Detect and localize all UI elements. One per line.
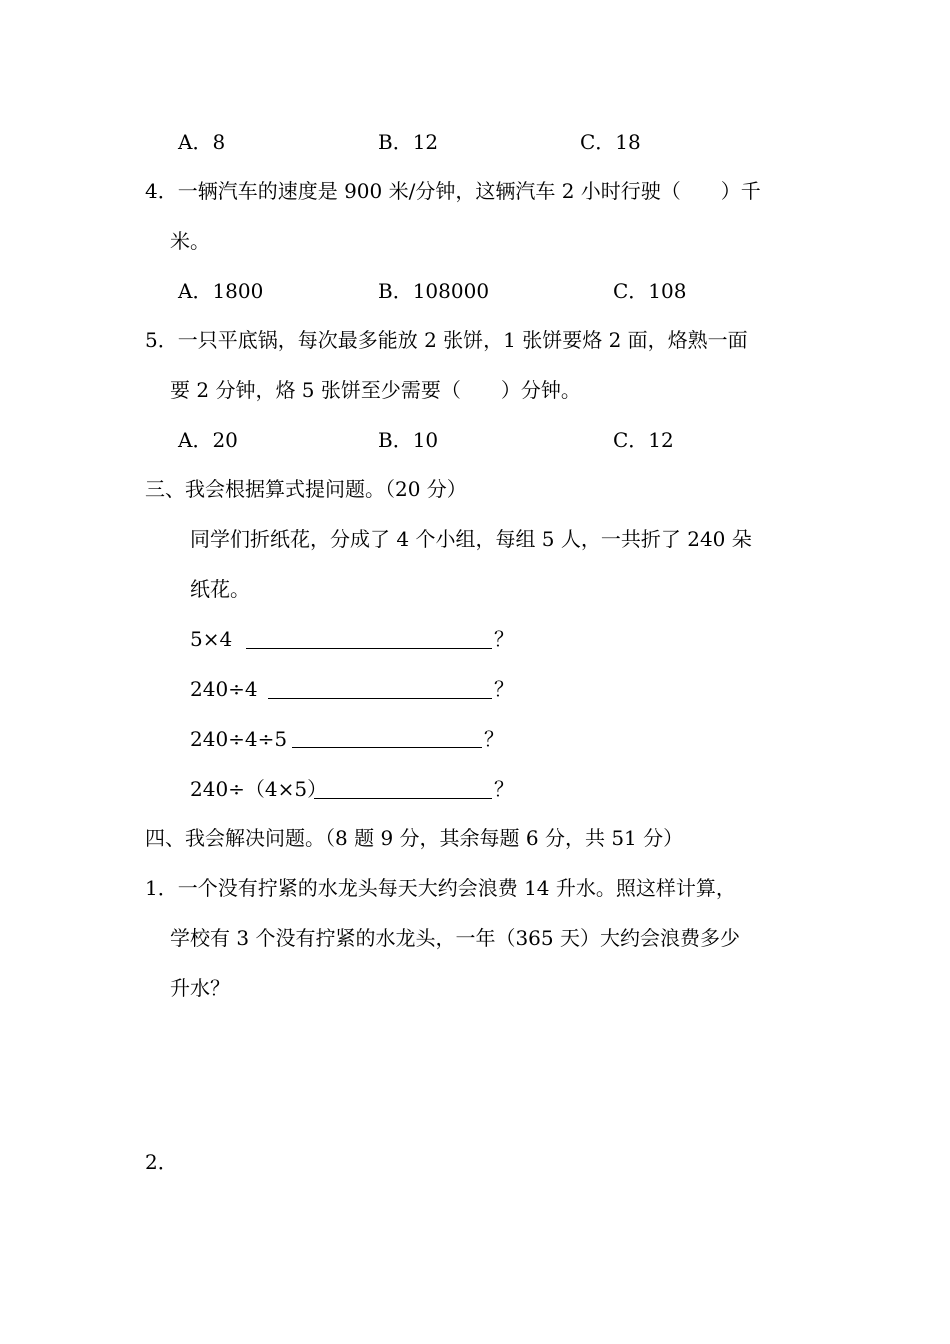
expression-text: 5×4 — [190, 627, 233, 651]
question-mark: ？ — [494, 777, 514, 801]
answer-blank[interactable] — [292, 747, 482, 748]
s4-q1-line1: 1．一个没有拧紧的水龙头每天大约会浪费 14 升水。照这样计算， — [145, 876, 736, 900]
q4-line1: 4．一辆汽车的速度是 900 米/分钟，这辆汽车 2 小时行驶（ ）千 — [145, 179, 761, 203]
section3-intro-line2: 纸花。 — [190, 577, 250, 601]
s4-q1-line2: 学校有 3 个没有拧紧的水龙头，一年（365 天）大约会浪费多少 — [170, 926, 740, 950]
q5-option-a: A．20 — [178, 428, 238, 452]
q3-option-a: A．8 — [178, 130, 226, 154]
answer-blank[interactable] — [314, 798, 492, 799]
q4-option-b: B．108000 — [378, 279, 490, 303]
answer-blank[interactable] — [268, 698, 492, 699]
s4-q2-number: 2． — [145, 1150, 178, 1174]
answer-blank[interactable] — [246, 648, 492, 649]
q4-option-c: C．108 — [613, 279, 687, 303]
expression-text: 240÷4÷5 — [190, 727, 288, 751]
s4-q1-line3: 升水？ — [170, 976, 230, 1000]
expression-row — [190, 775, 327, 803]
section4-heading: 四、我会解决问题。（8 题 9 分，其余每题 6 分，共 51 分） — [145, 826, 684, 850]
expression-text: 240÷（4×5） — [190, 777, 328, 801]
q4-line2: 米。 — [170, 229, 210, 253]
expression-row — [190, 725, 287, 753]
question-mark: ？ — [494, 677, 514, 701]
expression-row — [190, 625, 232, 653]
expression-row — [190, 675, 258, 703]
expression-text: 240÷4 — [190, 677, 258, 701]
section3-intro-line1: 同学们折纸花，分成了 4 个小组，每组 5 人，一共折了 240 朵 — [190, 527, 752, 551]
q5-line2: 要 2 分钟，烙 5 张饼至少需要（ ）分钟。 — [170, 378, 581, 402]
section3-heading: 三、我会根据算式提问题。（20 分） — [145, 477, 467, 501]
q5-line1: 5．一只平底锅，每次最多能放 2 张饼，1 张饼要烙 2 面，烙熟一面 — [145, 328, 748, 352]
question-mark: ？ — [494, 627, 514, 651]
question-mark: ？ — [484, 727, 504, 751]
q5-option-b: B．10 — [378, 428, 439, 452]
q5-option-c: C．12 — [613, 428, 674, 452]
q4-option-a: A．1800 — [178, 279, 264, 303]
q3-option-c: C．18 — [580, 130, 641, 154]
q3-option-b: B．12 — [378, 130, 439, 154]
